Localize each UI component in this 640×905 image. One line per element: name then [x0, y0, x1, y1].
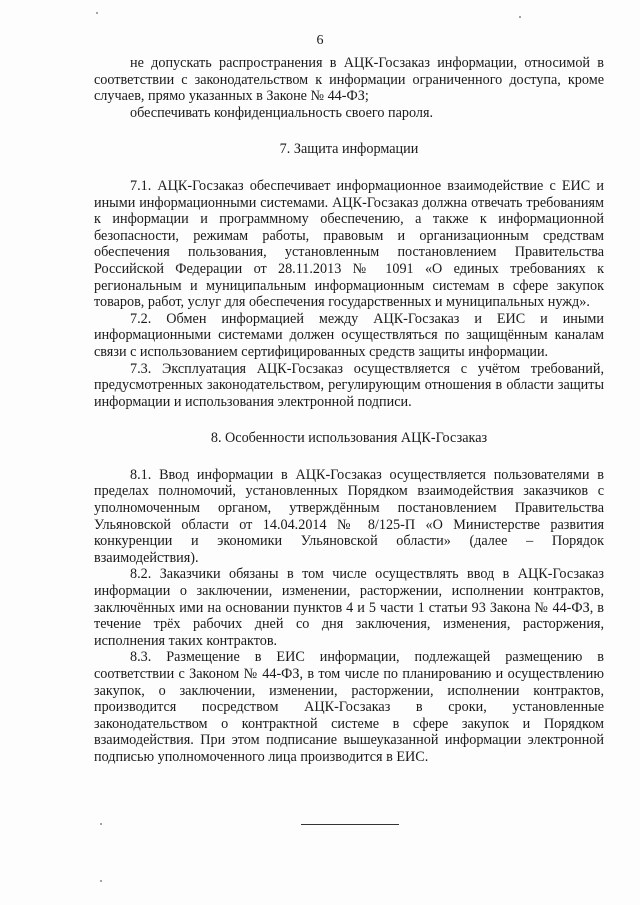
section-7-paragraph-3: 7.3. Эксплуатация АЦК-Госзаказ осуществляется с учётом требований, предусмотренных законодательством, регулирующим отношения в области защиты информации и использования электронной подписи.	[94, 360, 604, 410]
end-divider-line	[301, 824, 399, 825]
section-7-paragraph-1: 7.1. АЦК-Госзаказ обеспечивает информационное взаимодействие с ЕИС и иными информационными системами. АЦК-Госзаказ должна отвечать требованиям к информации и программному обеспечению, а также к информационной безопасности, режимам работы, правовым и организационным средствам обеспечения пользования, установленным постановлением Правительства Российской Федерации от 28.11.2013 № 1091 «О единых требованиях к региональным и муниципальным информационным системам в сфере закупок товаров, работ, услуг для обеспечения государственных и муниципальных нужд».	[94, 177, 604, 311]
intro-paragraph-1: не допускать распространения в АЦК-Госзаказ информации, относимой в соответствии с законодательством к информации ограниченного доступа, кроме случаев, прямо указанных в Законе № 44-ФЗ;	[94, 55, 604, 105]
scan-speck	[519, 16, 521, 18]
section-8-paragraph-3: 8.3. Размещение в ЕИС информации, подлежащей размещению в соответствии с Законом № 44-ФЗ, в том числе по планированию и осуществлению закупок, о заключении, изменении, расторжении, исполнении контрактов, производится посредством АЦК-Госзаказ в сроки, установленные законодательством о контрактной системе в сфере закупок и Порядком взаимодействия. При этом подписание вышеуказанной информации электронной подписью уполномоченного лица производится в ЕИС.	[94, 649, 604, 765]
section-8-paragraph-1: 8.1. Ввод информации в АЦК-Госзаказ осуществляется пользователями в пределах полномочий, установленных Порядком взаимодействия заказчиков с уполномоченным органом, утверждённым постановлением Правительства Ульяновской области от 14.04.2014 № 8/125-П «О Министерстве развития конкуренции и экономики Ульяновской области» (далее – Порядок взаимодействия).	[94, 466, 604, 566]
section-8-paragraph-2: 8.2. Заказчики обязаны в том числе осуществлять ввод в АЦК-Госзаказ информации о заключении, изменении, расторжении, исполнении контрактов, заключённых ими на основании пунктов 4 и 5 части 1 статьи 93 Закона № 44-ФЗ, в течение трёх рабочих дней со дня заключения, изменения, расторжения, исполнения таких контрактов.	[94, 566, 604, 649]
page-number: 6	[316, 33, 324, 48]
scan-speck	[100, 880, 102, 882]
scan-speck	[100, 823, 102, 825]
section-8-title: 8. Особенности использования АЦК-Госзаказ	[210, 430, 488, 447]
section-7-paragraph-2: 7.2. Обмен информацией между АЦК-Госзаказ и ЕИС и иными информационными системами должен осуществляться по защищённым каналам связи с использованием сертифицированных средств защиты информации.	[94, 310, 604, 360]
section-7-title: 7. Защита информации	[279, 141, 419, 158]
scan-speck	[96, 12, 98, 14]
intro-paragraph-2: обеспечивать конфиденциальность своего пароля.	[130, 104, 434, 121]
document-body	[94, 55, 604, 766]
